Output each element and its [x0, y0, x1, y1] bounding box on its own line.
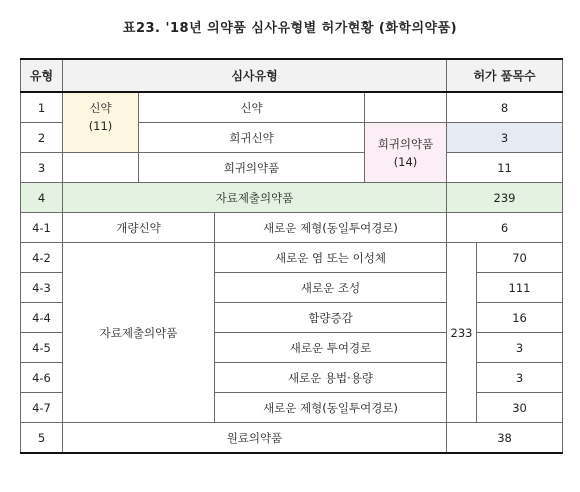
- cell-type: 4: [21, 183, 63, 213]
- cell-empty: [63, 153, 139, 183]
- cell-count: 16: [477, 303, 563, 333]
- cell-type: 4-2: [21, 243, 63, 273]
- header-row: [21, 59, 563, 92]
- header-review-type: 심사유형: [63, 59, 447, 92]
- cell-group: 개량신약: [63, 213, 215, 243]
- cell-rare-group: [365, 123, 447, 183]
- cell-review: 새로운 제형(동일투여경로): [215, 213, 447, 243]
- new-drug-group-label: 신약: [89, 101, 112, 115]
- cell-count: 30: [477, 393, 563, 423]
- table-row: [21, 243, 563, 273]
- header-approval-count: 허가 품목수: [447, 59, 563, 92]
- cell-count: 3: [477, 333, 563, 363]
- cell-review: 희귀신약: [139, 123, 365, 153]
- cell-review: 새로운 용법·용량: [215, 363, 447, 393]
- cell-review: 신약: [139, 92, 365, 123]
- table-row: [21, 92, 563, 123]
- cell-type: 2: [21, 123, 63, 153]
- cell-review: 희귀의약품: [139, 153, 365, 183]
- header-type: 유형: [21, 59, 63, 92]
- cell-type: 4-6: [21, 363, 63, 393]
- cell-review: 새로운 제형(동일투여경로): [215, 393, 447, 423]
- cell-type: 3: [21, 153, 63, 183]
- cell-type: 1: [21, 92, 63, 123]
- cell-data-group: 자료제출의약품: [63, 243, 215, 423]
- rare-group-label: 희귀의약품: [377, 136, 434, 151]
- table-row: [21, 213, 563, 243]
- cell-new-drug-group: [63, 92, 139, 153]
- cell-count: 38: [447, 423, 563, 454]
- cell-count: 3: [447, 123, 563, 153]
- cell-review: 새로운 조성: [215, 273, 447, 303]
- cell-empty: [365, 92, 447, 123]
- cell-review: 새로운 투여경로: [215, 333, 447, 363]
- cell-count: 8: [447, 92, 563, 123]
- page-title: 표23. '18년 의약품 심사유형별 허가현황 (화학의약품): [122, 21, 458, 36]
- cell-subtotal: 233: [447, 243, 477, 423]
- cell-type: 4-7: [21, 393, 63, 423]
- table-row: [21, 153, 563, 183]
- table-row-data-submission: [21, 183, 563, 213]
- cell-type: 4-1: [21, 213, 63, 243]
- cell-type: 4-4: [21, 303, 63, 333]
- cell-count: 11: [447, 153, 563, 183]
- approval-table: [20, 58, 563, 454]
- cell-review: 함량증감: [215, 303, 447, 333]
- cell-review: 원료의약품: [63, 423, 447, 454]
- cell-type: 4-3: [21, 273, 63, 303]
- cell-count: 239: [447, 183, 563, 213]
- cell-type: 5: [21, 423, 63, 454]
- cell-count: 70: [477, 243, 563, 273]
- cell-count: 3: [477, 363, 563, 393]
- cell-count: 111: [477, 273, 563, 303]
- new-drug-group-count: (11): [88, 119, 113, 133]
- rare-group-count: (14): [393, 154, 418, 169]
- cell-review: 새로운 염 또는 이성체: [215, 243, 447, 273]
- cell-count: 6: [447, 213, 563, 243]
- table-row: [21, 423, 563, 454]
- cell-type: 4-5: [21, 333, 63, 363]
- cell-review: 자료제출의약품: [63, 183, 447, 213]
